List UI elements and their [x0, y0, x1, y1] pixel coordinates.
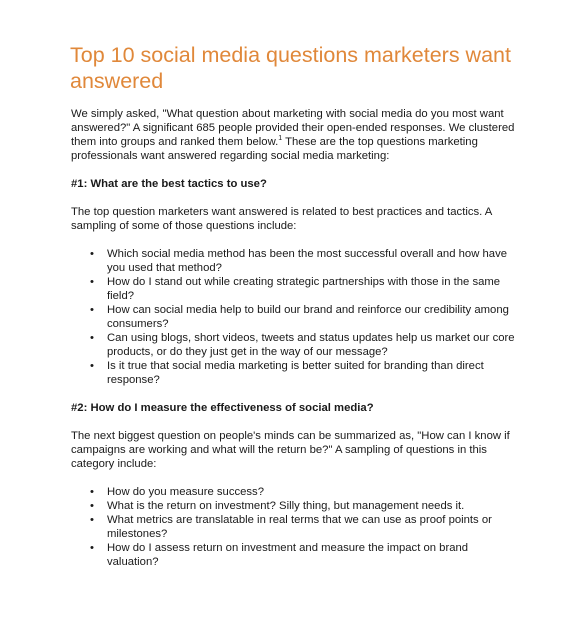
question-list-1 — [90, 247, 520, 387]
section-heading-2: #2: How do I measure the effectiveness of social media? — [71, 402, 374, 414]
bullet-icon: • — [90, 248, 94, 260]
intro-text-continued: These are the top questions marketing professionals want answered regarding social media marketing: — [71, 136, 478, 162]
list-item-text: Can using blogs, short videos, tweets and status updates help us market our core products, or do they just get in the way of our message? — [107, 332, 515, 358]
list-item — [90, 275, 520, 303]
bullet-icon: • — [90, 360, 94, 372]
section-paragraph-2: The next biggest question on people's minds can be summarized as, "How can I know if campaigns are working and what will the return be?" A sampling of questions in this category include: — [71, 430, 510, 470]
list-item — [90, 303, 520, 331]
intro-text: We simply asked, "What question about marketing with social media do you most want answered?" A significant 685 people provided their open-ended responses. We clustered them into groups and ranked them below. — [71, 108, 515, 148]
list-item — [90, 247, 520, 275]
bullet-icon: • — [90, 500, 94, 512]
bullet-icon: • — [90, 514, 94, 526]
list-item-text: How can social media help to build our brand and reinforce our credibility among consumers? — [107, 304, 509, 330]
list-item — [90, 513, 520, 541]
list-item-text: How do you measure success? — [107, 486, 264, 498]
bullet-icon: • — [90, 486, 94, 498]
question-list-2 — [90, 485, 520, 569]
bullet-icon: • — [90, 276, 94, 288]
list-item-text: What is the return on investment? Silly thing, but management needs it. — [107, 500, 465, 512]
list-item — [90, 499, 520, 513]
bullet-icon: • — [90, 304, 94, 316]
list-item-text: How do I stand out while creating strategic partnerships with those in the same field? — [107, 276, 501, 302]
section-paragraph-1: The top question marketers want answered is related to best practices and tactics. A sampling of some of those questions include: — [71, 206, 492, 232]
intro-paragraph — [71, 107, 531, 163]
bullet-icon: • — [90, 332, 94, 344]
list-item — [90, 359, 520, 387]
list-item — [90, 485, 520, 499]
footnote-mark: 1 — [278, 135, 283, 143]
list-item — [90, 331, 520, 359]
section-heading-1: #1: What are the best tactics to use? — [71, 178, 267, 190]
list-item-text: How do I assess return on investment and measure the impact on brand valuation? — [107, 542, 469, 568]
list-item-text: What metrics are translatable in real terms that we can use as proof points or milestones? — [107, 514, 492, 540]
page-title: Top 10 social media questions marketers want answered — [70, 43, 511, 93]
list-item-text: Which social media method has been the most successful overall and how have you used that method? — [107, 248, 507, 274]
list-item-text: Is it true that social media marketing is better suited for branding than direct response? — [107, 360, 484, 386]
bullet-icon: • — [90, 542, 94, 554]
list-item — [90, 541, 520, 569]
